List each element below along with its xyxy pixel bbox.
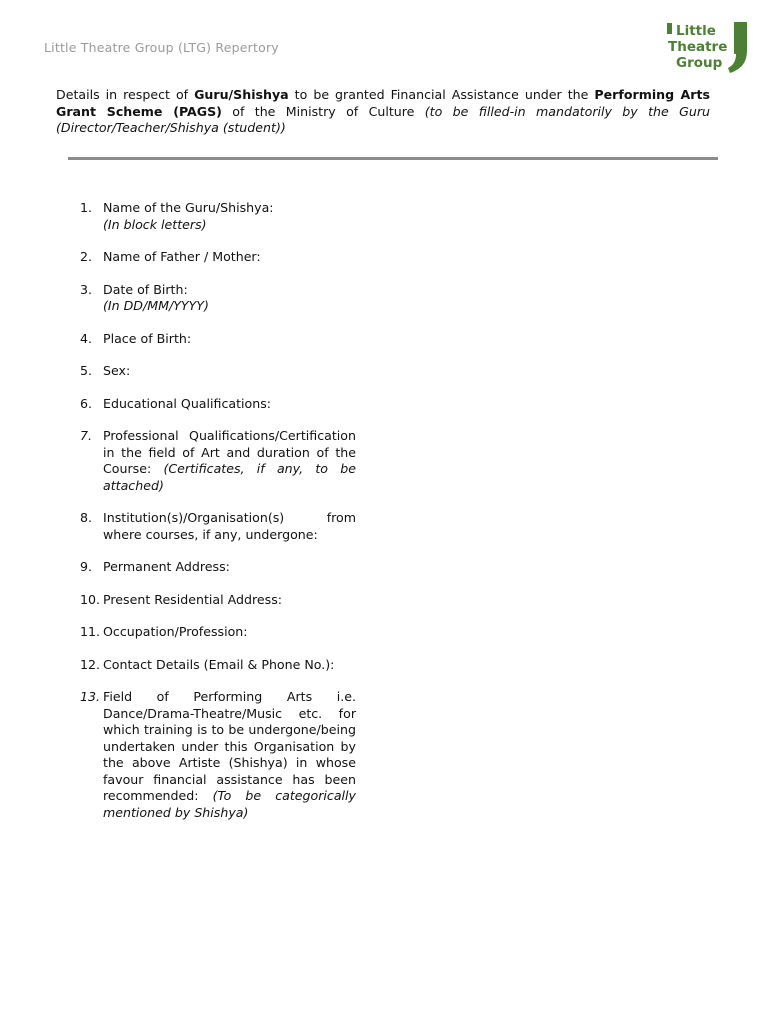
item-text xyxy=(103,200,356,233)
item-note: (To be categorically mentioned by Shishya) xyxy=(103,788,356,820)
list-item xyxy=(80,200,356,233)
item-note: (In block letters) xyxy=(103,216,207,232)
item-label: Present Residential Address: xyxy=(103,591,283,607)
item-text xyxy=(103,428,356,494)
item-number: 1. xyxy=(80,200,93,215)
item-label: Permanent Address: xyxy=(103,559,230,574)
item-number: 5. xyxy=(80,363,93,378)
horizontal-divider xyxy=(68,157,718,160)
item-number: 8. xyxy=(80,510,93,525)
list-item xyxy=(80,559,356,576)
item-text xyxy=(103,689,356,821)
list-item xyxy=(80,428,356,494)
item-label: Name of Father / Mother: xyxy=(103,249,261,264)
item-label: Contact Details (Email & Phone No.): xyxy=(103,656,335,672)
form-items-list xyxy=(80,200,356,821)
intro-text: of the Ministry of Culture xyxy=(221,103,425,119)
logo-line-group: Group xyxy=(676,55,723,71)
item-number: 6. xyxy=(80,395,93,411)
item-label: Place of Birth: xyxy=(103,330,192,346)
list-item xyxy=(80,396,356,413)
intro-text: Details in respect of xyxy=(56,87,195,102)
item-note: (Certificates, if any, to be attached) xyxy=(103,461,356,493)
logo-line-theatre: Theatre xyxy=(668,39,728,55)
item-number: 13. xyxy=(80,689,101,704)
intro-text: to be granted Financial Assistance under the xyxy=(288,87,595,102)
intro-bold-guru-shishya: Guru/Shishya xyxy=(194,87,289,102)
item-number: 7. xyxy=(80,428,93,443)
item-label: Professional Qualifications/Certification in the field of Art and duration of the Course: xyxy=(103,428,356,476)
ltg-logo xyxy=(664,20,748,74)
item-label: Institution(s)/Organisation(s) from where courses, if any, undergone: xyxy=(103,510,356,542)
item-number: 9. xyxy=(80,559,93,574)
item-note: (In DD/MM/YYYY) xyxy=(103,298,209,313)
list-item xyxy=(80,282,356,315)
list-item xyxy=(80,510,356,543)
item-number: 2. xyxy=(80,249,93,264)
intro-italic-note: (to be filled-in mandatorily by the Guru (Director/Teacher/Shishya (student)) xyxy=(56,103,710,135)
item-number: 12. xyxy=(80,656,101,672)
item-label: Date of Birth: xyxy=(103,281,188,297)
intro-bold-scheme: Performing Arts Grant Scheme (PAGS) xyxy=(56,87,710,119)
item-label: Field of Performing Arts i.e. Dance/Drama-Theatre/Music etc. for which training is to be undergone/being undertaken under this Organisation by the above Artiste (Shishya) in whose favour financial assistance has been recommended: xyxy=(103,689,356,803)
item-number: 10. xyxy=(80,591,101,607)
item-text xyxy=(103,282,356,315)
list-item xyxy=(80,624,356,641)
list-item xyxy=(80,689,356,821)
list-item xyxy=(80,331,356,348)
item-label: Sex: xyxy=(103,363,131,378)
logo-text xyxy=(668,23,728,71)
list-item xyxy=(80,592,356,609)
logo-line-little: Little xyxy=(676,23,716,39)
list-item xyxy=(80,249,356,266)
intro-paragraph xyxy=(56,87,710,137)
organization-name: Little Theatre Group (LTG) Repertory xyxy=(44,40,279,55)
item-number: 3. xyxy=(80,281,93,297)
item-number: 11. xyxy=(80,624,101,639)
list-item xyxy=(80,363,356,380)
item-label: Name of the Guru/Shishya: xyxy=(103,200,274,215)
list-item xyxy=(80,657,356,674)
item-label: Occupation/Profession: xyxy=(103,624,248,639)
item-number: 4. xyxy=(80,330,93,346)
item-label: Educational Qualifications: xyxy=(103,395,272,411)
